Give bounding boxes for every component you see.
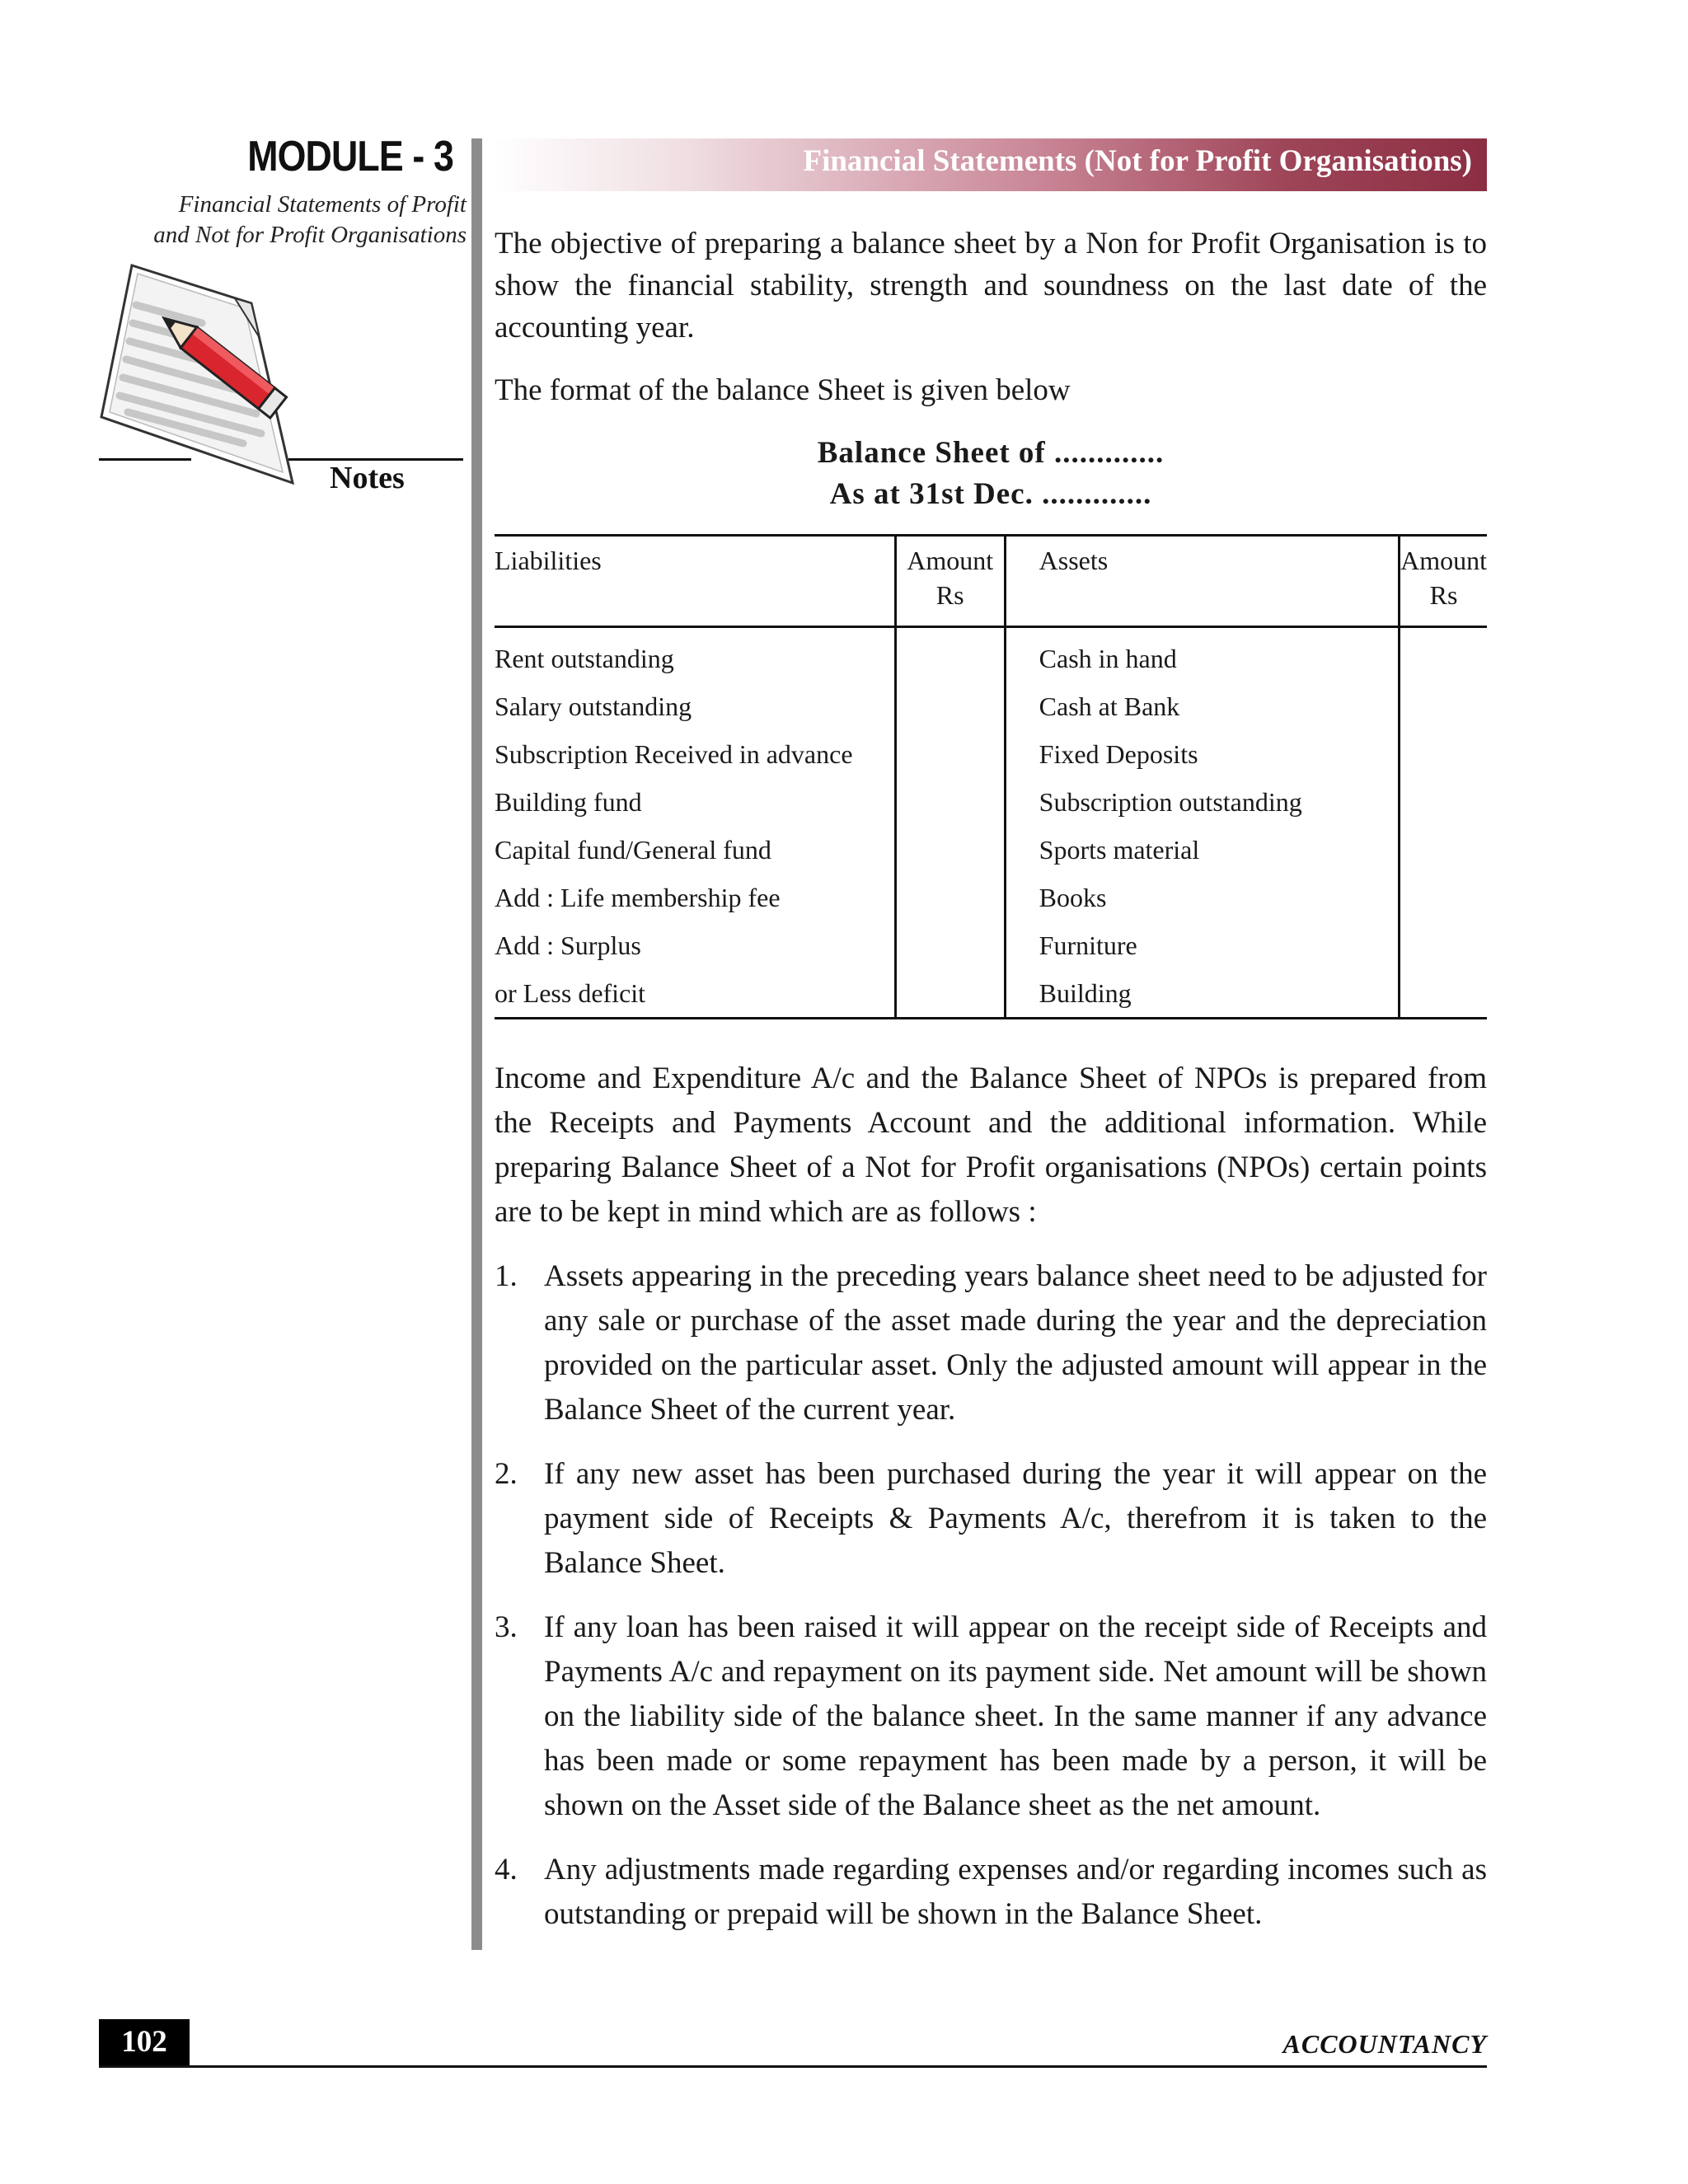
asset-cell: Cash at Bank <box>1005 682 1399 730</box>
liability-cell: Rent outstanding <box>495 643 674 673</box>
balance-sheet-table <box>495 534 1487 1019</box>
header-amount-unit: Rs <box>1429 580 1458 610</box>
asset-cell: Furniture <box>1005 921 1399 969</box>
liability-amount-cell <box>895 627 1005 683</box>
liability-amount-cell <box>895 969 1005 1019</box>
asset-cell: Books <box>1005 874 1399 921</box>
liability-amount-cell <box>895 921 1005 969</box>
liability-cell: or Less deficit <box>495 969 895 1019</box>
notes-label: Notes <box>330 461 405 495</box>
page-number: 102 <box>99 2019 190 2065</box>
list-item-text: If any new asset has been purchased during the year it will appear on the payment side of Receipts & Payments A/c, therefrom it is taken to the Balance Sheet. <box>544 1457 1487 1580</box>
list-item-number: 1. <box>495 1259 518 1293</box>
asset-cell: Subscription outstanding <box>1005 778 1399 826</box>
header-amount-assets <box>1400 536 1487 627</box>
liability-cell: Capital fund/General fund <box>495 834 771 865</box>
balance-sheet-title: Balance Sheet of ............. <box>817 436 1165 470</box>
liability-amount-cell <box>895 826 1005 874</box>
format-line: The format of the balance Sheet is given below <box>495 373 1071 407</box>
header-liabilities: Liabilities <box>495 536 895 627</box>
liability-cell: Salary outstanding <box>495 691 692 721</box>
table-row <box>495 730 1487 778</box>
notes-rule-left <box>99 458 191 461</box>
asset-amount-cell <box>1400 921 1487 969</box>
liability-cell: Add : Surplus <box>495 930 641 960</box>
asset-cell: Sports material <box>1005 826 1399 874</box>
list-item-text: Assets appearing in the preceding years balance sheet need to be adjusted for any sale or purchase of the asset made during the year and the depreciation provided on the particular asset. Only the adjusted amount will appear in the Balance Sheet of the current year. <box>544 1259 1487 1427</box>
table-row <box>495 921 1487 969</box>
liability-cell: Add : Life membership fee <box>495 882 781 912</box>
list-item <box>495 1254 1487 1432</box>
header-amount-liabilities <box>895 536 1005 627</box>
list-item-number: 4. <box>495 1853 518 1886</box>
footer-subject: ACCOUNTANCY <box>1282 2029 1487 2059</box>
module-subtitle-line2: and Not for Profit Organisations <box>153 222 467 248</box>
liability-amount-cell <box>895 778 1005 826</box>
table-row <box>495 826 1487 874</box>
header-banner <box>492 138 1487 191</box>
asset-amount-cell <box>1400 627 1487 683</box>
list-item-text: Any adjustments made regarding expenses and/or regarding incomes such as outstanding or prepaid will be shown in the Balance Sheet. <box>544 1853 1487 1931</box>
list-item <box>495 1848 1487 1937</box>
module-subtitle <box>99 190 467 251</box>
header-amount-label: Amount <box>907 546 994 575</box>
asset-amount-cell <box>1400 969 1487 1019</box>
table-row <box>495 969 1487 1019</box>
table-row <box>495 874 1487 921</box>
header-amount-label: Amount <box>1400 546 1487 575</box>
asset-amount-cell <box>1400 826 1487 874</box>
asset-amount-cell <box>1400 874 1487 921</box>
header-assets: Assets <box>1005 536 1399 627</box>
module-subtitle-line1: Financial Statements of Profit <box>178 191 467 218</box>
list-item-number: 3. <box>495 1610 518 1644</box>
liability-amount-cell <box>895 682 1005 730</box>
module-title: MODULE - 3 <box>247 133 453 180</box>
npo-paragraph: Income and Expenditure A/c and the Balance Sheet of NPOs is prepared from the Receipts and Payments Account and the additional information. While preparing Balance Sheet of a Not for Profit organisations (NPOs) certain points are to be kept in mind which are as follows : <box>495 1062 1487 1229</box>
footer-rule <box>99 2065 1487 2068</box>
liability-cell: Building fund <box>495 786 642 817</box>
asset-amount-cell <box>1400 682 1487 730</box>
list-item-number: 2. <box>495 1457 518 1491</box>
asset-cell: Fixed Deposits <box>1005 730 1399 778</box>
list-item <box>495 1605 1487 1828</box>
liability-cell: Subscription Received in advance <box>495 738 853 769</box>
balance-sheet-date: As at 31st Dec. ............. <box>829 477 1152 511</box>
list-item <box>495 1452 1487 1586</box>
asset-amount-cell <box>1400 730 1487 778</box>
header-amount-unit: Rs <box>935 580 964 610</box>
table-row <box>495 627 1487 683</box>
intro-paragraph: The objective of preparing a balance sheet by a Non for Profit Organisation is to show the financial stability, strength and soundness on the last date of the accounting year. <box>495 227 1487 344</box>
points-list <box>495 1254 1487 1957</box>
asset-amount-cell <box>1400 778 1487 826</box>
asset-cell: Building <box>1005 969 1399 1019</box>
asset-cell: Cash in hand <box>1005 627 1399 683</box>
liability-amount-cell <box>895 730 1005 778</box>
table-header-row <box>495 536 1487 627</box>
table-row <box>495 778 1487 826</box>
table-row <box>495 682 1487 730</box>
margin-divider <box>471 138 482 1950</box>
header-title: Financial Statements (Not for Profit Organisations) <box>803 144 1472 178</box>
list-item-text: If any loan has been raised it will appear on the receipt side of Receipts and Payments A/c and repayment on its payment side. Net amount will be shown on the liability side of the balance sheet. In the same manner if any advance has been made or some repayment has been made by a person, it will be shown on the Asset side of the Balance sheet as the net amount. <box>544 1610 1487 1822</box>
liability-amount-cell <box>895 874 1005 921</box>
